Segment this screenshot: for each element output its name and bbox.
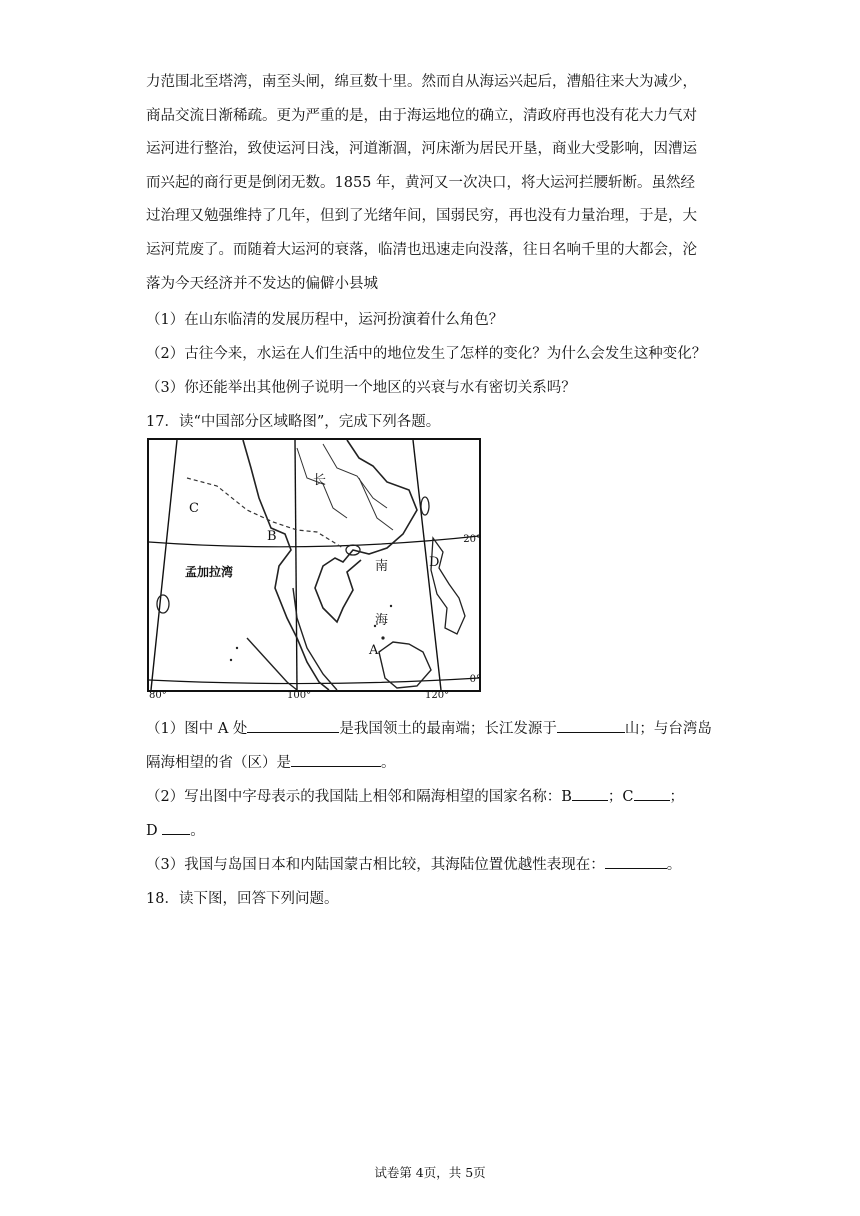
q17-sub2-text: ； <box>669 789 684 805</box>
passage-line: 落为今天经济并不发达的偏僻小县城 <box>146 275 378 292</box>
q17-sub2-text: （2）写出图中字母表示的我国陆上相邻和隔海相望的国家名称：B <box>146 789 572 805</box>
answer-blank[interactable] <box>572 786 608 801</box>
q17-sub2-text: D <box>146 823 163 839</box>
label-lon-120: 120° <box>425 690 450 698</box>
answer-blank[interactable] <box>247 718 339 733</box>
label-nan: 南 <box>375 559 389 574</box>
label-lat-20: 20° <box>463 534 481 545</box>
q18-stem: 18．读下图，回答下列问题。 <box>146 891 339 907</box>
q17-sub1-text: 隔海相望的省（区）是 <box>146 755 291 771</box>
island-dot <box>236 647 238 649</box>
q17-sub1-line1 <box>146 717 712 738</box>
answer-blank[interactable] <box>162 820 190 835</box>
q17-sub2-text: 。 <box>190 823 205 839</box>
q16-sub1: （1）在山东临清的发展历程中，运河扮演着什么角色？ <box>146 312 504 328</box>
q17-sub1-text: 是我国领土的最南端；长江发源于 <box>339 721 557 737</box>
label-a: A <box>369 643 379 658</box>
label-hai: 海 <box>375 613 389 628</box>
answer-blank[interactable] <box>634 786 670 801</box>
island-dot <box>390 605 392 607</box>
passage-line: 商品交流日渐稀疏。更为严重的是，由于海运地位的确立，清政府再也没有花大力气对 <box>146 107 697 124</box>
china-region-map <box>147 438 481 698</box>
label-lon-100: 100° <box>287 690 312 698</box>
answer-blank[interactable] <box>291 752 381 767</box>
passage-line: 而兴起的商行更是倒闭无数。1855 年，黄河又一次决口，将大运河拦腰斩断。虽然经 <box>146 174 696 191</box>
q17-sub2-line1 <box>146 785 684 806</box>
island-dot <box>230 659 232 661</box>
q17-sub1-text: 。 <box>381 755 396 771</box>
q17-sub1-line2 <box>146 751 396 772</box>
q17-sub2-text: ；C <box>607 789 634 805</box>
label-lon-80: 80° <box>149 690 167 698</box>
passage-line: 运河荒废了。而随着大运河的衰落，临清也迅速走向没落，往日名响千里的大都会，沦 <box>146 241 697 258</box>
page-footer: 试卷第 4页，共 5页 <box>374 1165 486 1180</box>
q17-sub1-text: 山；与台湾岛 <box>624 721 712 737</box>
passage-line: 运河进行整治，致使运河日浅，河道渐涸，河床渐为居民开垦，商业大受影响，因漕运 <box>146 141 697 158</box>
q17-sub3 <box>146 853 681 874</box>
q17-stem: 17．读“中国部分区域略图”，完成下列各题。 <box>146 414 441 430</box>
label-b: B <box>267 529 277 544</box>
label-chang: 长 <box>313 473 327 488</box>
reading-passage <box>146 66 726 301</box>
q17-sub1-text: （1）图中 A 处 <box>146 721 248 737</box>
label-lat-0: 0° <box>469 674 481 685</box>
q17-sub3-text: 。 <box>666 857 682 873</box>
label-c: C <box>189 501 199 516</box>
label-d: D <box>429 555 440 570</box>
passage-line: 力范围北至塔湾，南至头闸，绵亘数十里。然而自从海运兴起后，漕船往来大为减少， <box>146 74 697 90</box>
island-dot <box>381 636 384 639</box>
q16-sub3: （3）你还能举出其他例子说明一个地区的兴衰与水有密切关系吗？ <box>146 380 576 396</box>
label-bay-of-bengal: 孟加拉湾 <box>185 565 234 579</box>
q16-sub2: （2）古往今来，水运在人们生活中的地位发生了怎样的变化？为什么会发生这种变化？ <box>146 346 707 362</box>
q17-sub3-text: （3）我国与岛国日本和内陆国蒙古相比较，其海陆位置优越性表现在： <box>146 857 605 873</box>
passage-line: 过治理又勉强维持了几年，但到了光绪年间，国弱民穷，再也没有力量治理，于是，大 <box>146 208 697 225</box>
q17-sub2-line2 <box>146 819 205 840</box>
answer-blank[interactable] <box>605 854 667 869</box>
answer-blank[interactable] <box>557 718 625 733</box>
